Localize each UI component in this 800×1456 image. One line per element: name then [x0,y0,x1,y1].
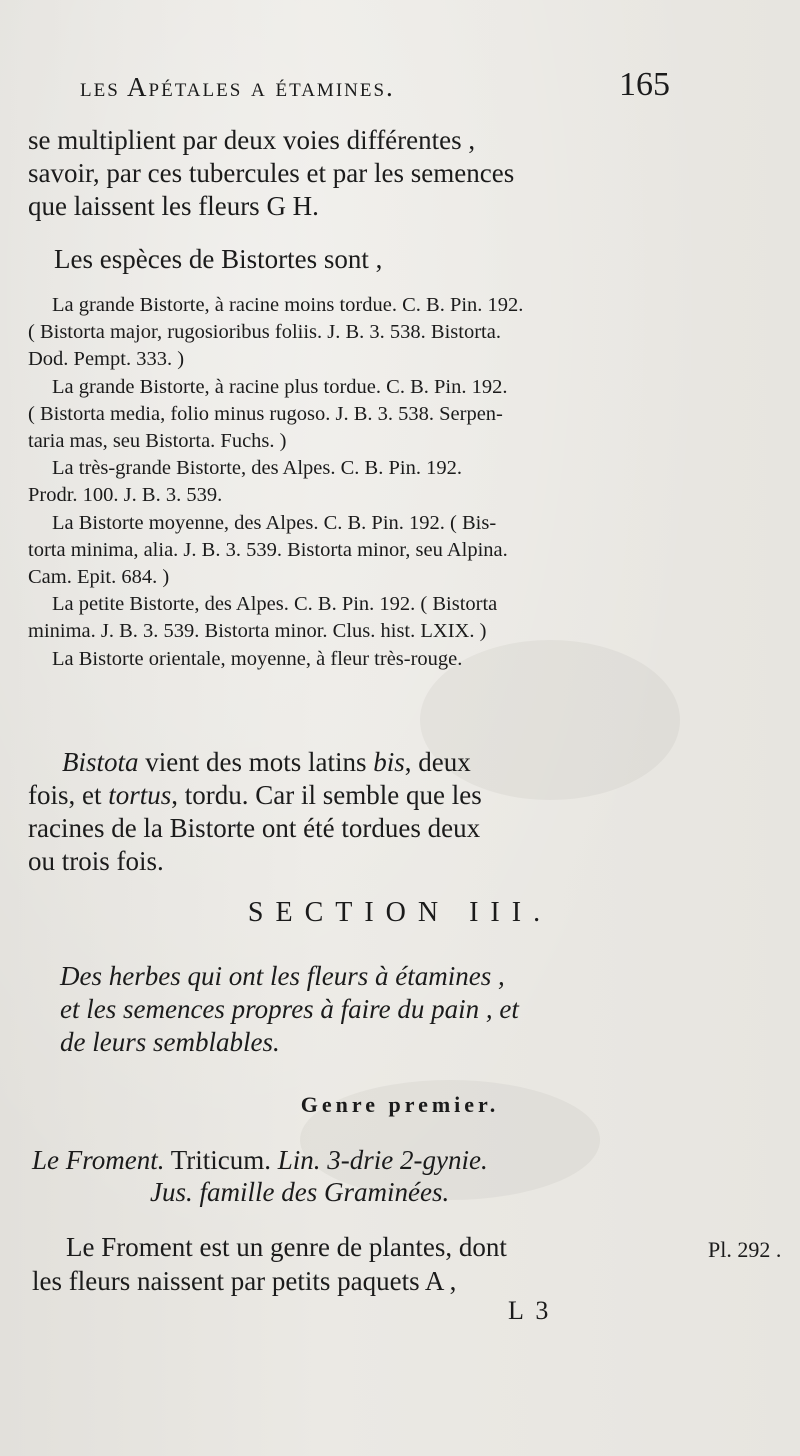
text-line: Le Froment est un genre de plantes, dont [66,1232,507,1262]
text-line: La grande Bistorte, à racine plus tordue. C. B. Pin. 192. [52,375,508,398]
text-line: que laissent les fleurs G H. [28,191,319,221]
genus-name-la: Triticum. [170,1145,272,1175]
section-subtitle [60,960,680,1059]
text-line: La grande Bistorte, à racine moins tordue. C. B. Pin. 192. [52,294,524,316]
text-span: fois, et [28,780,109,810]
text-line: ou trois fois. [28,846,164,876]
text-line: Des herbes qui ont les fleurs à étamines , [60,961,505,991]
species-entry [28,510,678,592]
text-line: La petite Bistorte, des Alpes. C. B. Pin. 192. ( Bistorta [52,593,498,616]
text-line: et les semences propres à faire du pain , et [60,994,519,1024]
text-line: les fleurs naissent par petits paquets A , [32,1266,457,1296]
species-entry [28,292,678,374]
text-line [28,779,672,812]
species-entry [28,646,678,673]
text-line: Cam. Epit. 684. ) [28,566,170,589]
final-paragraph [32,1230,682,1298]
text-span: , tordu. Car il semble que les [171,780,482,810]
species-entry [28,374,678,456]
text-line [28,746,672,779]
text-line: La Bistorte moyenne, des Alpes. C. B. Pin. 192. ( Bis- [52,511,497,534]
species-intro: Les espèces de Bistortes sont , [54,244,383,274]
text-line: ( Bistorta media, folio minus rugoso. J. B. 3. 538. Serpen- [28,402,503,425]
genus-heading [32,1144,682,1208]
text-line: se multiplient par deux voies différentes , [28,125,476,155]
genus-name-fr: Le Froment. [32,1145,165,1175]
text-line: racines de la Bistorte ont été tordues deux [28,813,481,843]
species-entry [28,455,678,509]
text-span: , deux [404,747,471,777]
text-line: minima. J. B. 3. 539. Bistorta minor. Clus. hist. LXIX. ) [28,620,487,643]
text-line: savoir, par ces tubercules et par les semences [28,158,515,188]
text-line: Dod. Pempt. 333. ) [28,348,185,371]
family-text: Jus. famille des Graminées. [150,1177,450,1207]
text-line: taria mas, seu Bistorta. Fuchs. ) [28,430,287,453]
species-entry [28,591,678,645]
latin-word: tortus [108,780,172,810]
opening-paragraph [28,124,672,223]
plate-reference: Pl. 292 . [708,1237,782,1262]
text-line: La Bistorte orientale, moyenne, à fleur très-rouge. [52,647,463,670]
signature-mark: L 3 [508,1296,552,1325]
genre-heading: Genre premier. [300,1092,500,1117]
section-title: SECTION III. [247,897,553,928]
genus-family [32,1176,682,1208]
genus-line [32,1145,488,1175]
genus-classification: Lin. 3-drie 2-gynie. [277,1145,488,1175]
text-line: de leurs semblables. [60,1027,280,1057]
text-line: Prodr. 100. J. B. 3. 539. [28,484,223,507]
species-list [28,292,678,673]
etymology-term: Bistota [62,747,139,777]
text-line: torta minima, alia. J. B. 3. 539. Bistorta minor, seu Alpina. [28,538,508,561]
text-line: ( Bistorta major, rugosioribus foliis. J. B. 3. 538. Bistorta. [28,321,501,344]
etymology-paragraph [28,746,672,878]
text-line: La très-grande Bistorte, des Alpes. C. B. Pin. 192. [52,457,462,480]
page-number: 165 [619,66,670,103]
text-span: vient des mots latins [138,747,374,777]
latin-word: bis [373,747,405,777]
page-header [80,66,670,116]
running-head: les Apétales a étamines. [80,72,395,102]
